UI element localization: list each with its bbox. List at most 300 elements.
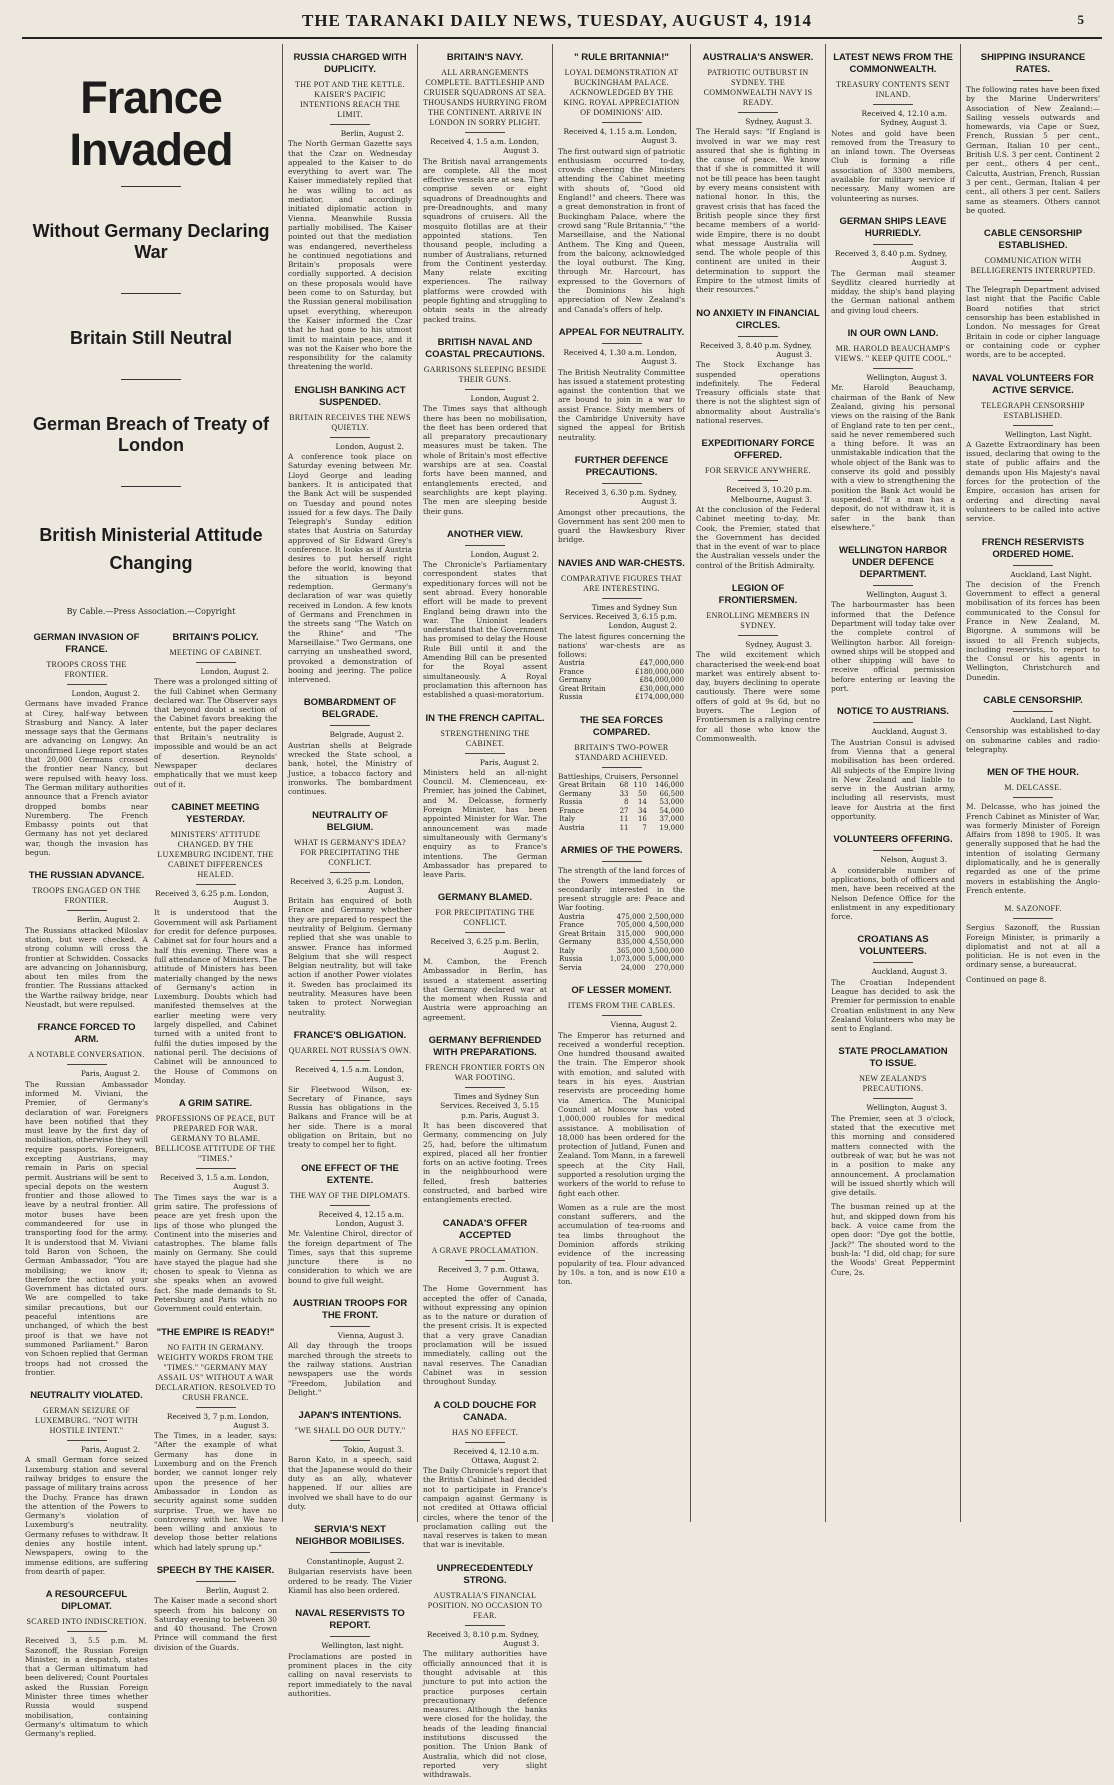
divider: [196, 1168, 236, 1169]
article: [25, 870, 148, 1014]
spacer: [423, 1205, 547, 1210]
divider: [121, 486, 181, 487]
article-subhead: ALL ARRANGEMENTS COMPLETE. BATTLESHIP AND CRUISER SQUADRONS AT SEA. THOUSANDS HURRYING FROM THE CONTINENT. ARRIVE IN LONDON IN SORRY PLIGHT.: [423, 68, 547, 127]
article-subhead: COMMUNICATION WITH BELLIGERENTS INTERRUPTED.: [970, 256, 1096, 276]
table-cell: Austria: [559, 912, 585, 921]
article-body: Battleships, Cruisers, Personnel: [558, 771, 679, 781]
article-body: Amongst other precautions, the Government has sent 200 men to guard the Hawkesbury River bridge.: [558, 507, 685, 545]
table-cell: 110: [633, 781, 647, 790]
divider: [602, 483, 642, 484]
spacer: [154, 789, 277, 794]
spacer: [25, 1739, 148, 1744]
article-dateline: Times and Sydney Sun Services. Received 3, 5.15 p.m. Paris, August 3.: [440, 1092, 539, 1120]
table-cell: 33: [619, 789, 629, 798]
article-headline: OF LESSER MOMENT.: [571, 985, 672, 997]
divider: [1013, 425, 1053, 426]
article-headline: CABLE CENSORSHIP ESTABLISHED.: [983, 228, 1083, 252]
article: [423, 529, 547, 705]
table-cell: 16: [637, 815, 647, 824]
masthead-rule: [22, 37, 1102, 39]
article: [558, 715, 685, 837]
article-body: The harbourmaster has been informed that the Defence Department will today take over the complete control of Wellington harbor. All foreign-owned ships will be stopped and other shipping will have to receive official permission before entering or leaving the port.: [831, 600, 955, 694]
article: [966, 767, 1100, 900]
divider: [465, 1442, 505, 1443]
article-headline: THE SEA FORCES COMPARED.: [579, 714, 664, 738]
article: [831, 545, 955, 698]
war-chests-table: [558, 659, 685, 702]
spacer: [696, 570, 820, 575]
article-headline: CROATIANS AS VOLUNTEERS.: [857, 934, 929, 958]
article-body: A considerable number of applications, both of officers and men, have been received at the Nelson Defence Office for the enlistment in any expeditionary force.: [831, 865, 955, 922]
article-body: Bulgarian reservists have been ordered to be ready. The Vizier Kiamil has also been ordered.: [288, 1567, 412, 1596]
article-headline: IN THE FRENCH CAPITAL.: [425, 712, 545, 724]
article-body: Sergius Sazonoff, the Russian Foreign Minister, is primarily a diplomatist and not at all a politician. He is not even in the ordinary sense, a bureaucrat.: [966, 923, 1100, 970]
table-cell: 27: [619, 806, 629, 815]
article-headline: RUSSIA CHARGED WITH DUPLICITY.: [293, 52, 407, 75]
divider: [330, 872, 370, 873]
spacer: [966, 754, 1100, 759]
divider: [330, 1205, 370, 1206]
article-body: The Times, in a leader, says: "After the example of what Germany has done in Luxemburg and on the French border, we cannot longer rely upon the presence of her Ambassador in London as security against some sudden surprise. True, we have no controversy with her. We have been willing and anxious to develop those better relations which had lately sprung up.": [154, 1431, 277, 1552]
article-dateline: Auckland, August 3.: [871, 967, 947, 977]
table-row: [558, 913, 685, 922]
divider: [1013, 711, 1053, 712]
article-body: Received 3, 5.5 p.m. M. Sazonoff, the Russian Foreign Minister, in a despatch, states that a German ultimatum had been delivered; Count Pourtales asked the Russian Foreign Minister three times whether Russia would suspend mobilisation, containing Germany's ultimatum to which Germany's replied.: [25, 1636, 148, 1739]
article-body: The wild excitement which characterised the week-end boat market was entirely absent to-day, buyers declining to operate cautiously. There were some offers of gold at 9s 6d, but no buyers. The Legion of Frontiersmen is a rallying centre for all those who know the Commonwealth.: [696, 650, 820, 743]
article-body: Mr. Valentine Chirol, director of the foreign department of The Times, says that this supreme juncture there is no consideration to which we are bound to give full weight.: [288, 1229, 412, 1285]
article-body: The British Neutrality Committee has issued a statement protesting against the contention that we are bound to join in a war to assist France. Sixty members of the Cambridge University have signed the appeal for British neutrality.: [558, 367, 685, 442]
divider: [465, 545, 505, 546]
article: [25, 1589, 148, 1743]
article-dateline: Received 3, 8.40 p.m. Sydney, August 3.: [834, 248, 947, 268]
article-body: Notes and gold have been removed from the Treasury to an inland town. The Overseas Club is forming a rifle association of 3300 members, available for military service if necessary. Many women are volunteering as nurses.: [831, 128, 955, 203]
article: [423, 1563, 547, 1785]
divider: [873, 368, 913, 369]
article: [966, 228, 1100, 364]
article-body: The busman reined up at the hut, and skipped down from his back. A voice came from the open door: "Dye got the bottle, Jack?" The shouted word to the bush-la: "I did, old chap; for sure the Woods' Great Peppermint Cure, 2s.: [831, 1202, 955, 1277]
divider: [465, 389, 505, 390]
article-dateline: Received 3, 6.25 p.m. Berlin, August 2.: [430, 937, 539, 956]
article-body: The Kaiser made a second short speech from his balcony on Saturday evening to between 30 and 40 thousand. The Crown Prince will command the first division of the Guards.: [154, 1596, 277, 1652]
article-subhead: COMPARATIVE FIGURES THAT ARE INTERESTING.: [561, 573, 682, 593]
table-cell: 54,000: [659, 806, 684, 815]
column-rule: [552, 44, 553, 1522]
article-body: The North German Gazette says that the Czar on Wednesday appealed to the Kaiser to do everything to avert war. The Kaiser immediately replied that he was willing to act as mediator, and accordingly initiated diplomatic action in Vienna. Meanwhile Russia partially mobilised. The Kaiser pointed out that the mediation was endangered, nevertheless he continued negotiations and Britain's proposals were cordially supported. A decision on these proposals would have been come to on Saturday, but the Russian general mobilisation upset everything, whereupon the Kaiser informed the Czar that he had gone to his utmost limit to maintain peace, and it was not the Kaiser who bore the responsibility for the calamity threatening the world.: [288, 139, 412, 372]
article-body: The latest figures concerning the nations' war-chests are as follows:: [558, 631, 685, 660]
spacer: [25, 857, 148, 862]
article-subhead: MINISTERS' ATTITUDE CHANGED. BY THE LUXEMBURG INCIDENT. THE CABINET DIFFERENCES HEALED.: [157, 829, 274, 879]
spacer: [966, 524, 1100, 529]
table-cell: 53,000: [659, 798, 684, 807]
column-rule: [282, 44, 283, 1522]
article: [558, 455, 685, 550]
article-subhead: THE WAY OF THE DIPLOMATS.: [289, 1190, 411, 1200]
article-headline: THE RUSSIAN ADVANCE.: [28, 870, 145, 882]
spacer: [154, 1085, 277, 1090]
table-cell: Russia: [559, 693, 583, 702]
article: [288, 810, 412, 1022]
article-dateline: Vienna, August 2.: [610, 1020, 677, 1030]
article-body: The Herald says: "If England is involved in war we may rest assured that she is fighting in the cause of peace. We know that if she is committed it will not be till peace has been taught by every means consistent with national honor. In this, the gravest crisis that has faced the British people since they first became members of a world-wide Empire, there is no doubt what message Australia will send. The whole people of this continent are united in their determination to support the Empire to the utmost limits of their resources.": [696, 127, 820, 295]
article-dateline: Received 3, 6.25 p.m. London, August 3.: [290, 876, 404, 895]
table-cell: France: [559, 667, 584, 676]
table-row: [558, 964, 685, 973]
article: [25, 1022, 148, 1382]
table-cell: Austria: [559, 659, 585, 668]
article: [966, 975, 1100, 989]
armies-table: [558, 913, 685, 973]
article-subhead: FRENCH FRONTIER FORTS ON WAR FOOTING.: [425, 1063, 545, 1083]
article-dateline: Received 3, 10.20 p.m. Melbourne, August 3.: [726, 485, 812, 504]
column-6: [828, 44, 958, 1522]
article: [423, 337, 547, 521]
spacer: [288, 797, 412, 802]
table-cell: 835,000: [616, 938, 646, 947]
article-body: Mr. Harold Beauchamp, chairman of the Bank of New Zealand, giving his personal views on the raising of the Bank of England rate to ten per cent., said he never remembered such a thing before. It was an unmistakable indication that the whole object of the Bank was to conserve its gold and possibly with a view to strengthening the position the Bank Act would be suspended. "If a man has a deposit, do not withdraw it, it is safer in the bank than elsewhere.": [831, 383, 955, 532]
column-1-left: [25, 624, 148, 1744]
spacer: [25, 1576, 148, 1581]
article-headline: FRANCE FORCED TO ARM.: [37, 1022, 136, 1046]
article-dateline: Received 4, 12.15 a.m. London, August 3.: [318, 1209, 404, 1228]
table-cell: 4,500,000: [648, 921, 684, 930]
article-body: Germans have invaded France at Cirey, half-way between Strasburg and Nancy. A later message says that the Germans are advancing on Longwy. An unconfirmed Liege report states that 20,000 Germans crossed the frontier near Nancy, but were repulsed with heavy loss. The German military authorities announce that a French aviator dropped bombs near Nuremberg. The French Embassy points out that Germany has not yet declared war, though the invasion has begun.: [25, 699, 148, 858]
spacer: [288, 1595, 412, 1600]
divider: [602, 1015, 642, 1016]
article-dateline: Auckland, Last Night.: [1010, 569, 1092, 579]
article-dateline: London, August 2.: [71, 689, 140, 698]
spacer: [966, 215, 1100, 220]
divider: [738, 112, 778, 113]
article-subhead: BRITAIN'S TWO-POWER STANDARD ACHIEVED.: [574, 742, 669, 762]
article: [288, 697, 412, 801]
column-2: [285, 44, 415, 1698]
article-dateline: Received 3, 7 p.m. London, August 3.: [166, 1411, 269, 1430]
article-subhead: ITEMS FROM THE CABLES.: [567, 1001, 676, 1011]
column-1-subcolumns: [25, 624, 277, 1744]
article-body: At the conclusion of the Federal Cabinet meeting to-day, Mr. Cook, the Premier, stated that the Government has decided that in the event of war to place the Australian vessels under the control of the British Admiralty.: [696, 504, 820, 570]
spacer: [966, 682, 1100, 687]
article-headline: EXPEDITIONARY FORCE OFFERED.: [701, 438, 815, 462]
article-headline: BRITISH NAVAL AND COASTAL PRECAUTIONS.: [425, 336, 545, 360]
article-headline: " RULE BRITANNIA!": [574, 52, 669, 63]
article-dateline: Wellington, Last Night.: [1005, 429, 1092, 439]
article-subhead: SCARED INTO INDISCRETION.: [26, 1617, 147, 1627]
article-subhead: PATRIOTIC OUTBURST IN SYDNEY. THE COMMONWEALTH NAVY IS READY.: [703, 68, 813, 107]
article-body: A small German force seized Luxemburg station and several railway bridges to ensure the passage of military trains across the Duchy. France has drawn the attention of the Powers to Germany's violation of Luxemburg's neutrality. Germany refuses to withdraw. It denies any hostile intent. Newspapers, owing to the immense editions, are suffering from dearth of paper.: [25, 1455, 148, 1576]
article-subhead: MEETING OF CABINET.: [169, 648, 262, 657]
article-dateline: Received 4, 1.5 a.m. London, August 3.: [295, 1064, 404, 1084]
table-row: [558, 807, 685, 816]
article-dateline: Sydney, August 3.: [745, 639, 812, 649]
article-headline: CABINET MEETING YESTERDAY.: [171, 801, 260, 825]
article-dateline: Received 3, 8.40 p.m. Sydney, August 3.: [699, 340, 812, 359]
spacer: [25, 1377, 148, 1382]
article-body: It has been discovered that Germany, commencing on July 25, had, before the ultimatum expired, placed all her frontier forts on an active footing. Trees in the neighbourhood were felled, fresh batteries constructed, and barbed wire entanglements erected.: [423, 1120, 547, 1205]
article-headline: FURTHER DEFENCE PRECAUTIONS.: [574, 454, 669, 478]
article: [558, 985, 685, 1203]
spacer: [831, 315, 955, 320]
table-cell: £47,000,000: [639, 659, 684, 668]
article: [696, 438, 820, 575]
table-row: [558, 824, 685, 833]
table-cell: Germany: [559, 789, 592, 798]
article-body: A conference took place on Saturday evening between Mr. Lloyd George and leading bankers. It is anticipated that the Bank Act will be suspended on Tuesday and pound notes issued for a few days. The Daily Telegraph's Sunday edition states that Austria on Saturday approved of Sir Edward Grey's conference. It looks as if Austria desires to put herself right before the world, knowing that the situation is beyond redemption. Germany's declaration of war was quietly received in London. A few knots of Germans and Frenchmen in the streets sang "The Watch on the Rhine" and "The Marseillaise." Two Germans, one carrying an unsheathed sword, provoked a demonstration of booing and jeering. The police intervened.: [288, 452, 412, 685]
article-dateline: Auckland, Last Night.: [1010, 716, 1092, 726]
article-body: M. Cambon, the French Ambassador in Berlin, has issued a statement asserting that Germany declared war at the moment when Russia and Austria were approaching an agreement.: [423, 957, 547, 1022]
article-subhead: LOYAL DEMONSTRATION AT BUCKINGHAM PALACE. ACKNOWLEDGED BY THE KING. ROYAL APPRECIATION OF DOMINIONS' AID.: [563, 68, 680, 117]
article: [966, 695, 1100, 759]
article-subhead: TROOPS CROSS THE FRONTIER.: [46, 660, 127, 679]
spacer: [966, 895, 1100, 900]
article-headline: CANADA'S OFFER ACCEPTED: [442, 1217, 528, 1241]
table-cell: Austria: [559, 823, 585, 832]
table-cell: 50: [637, 789, 647, 798]
article: [696, 308, 820, 431]
divider: [1013, 280, 1053, 281]
article: [831, 834, 955, 926]
divider: [873, 722, 913, 723]
deck-4: British Ministerial Attitude Changing: [39, 525, 263, 573]
spacer: [288, 1150, 412, 1155]
article-body: The Stock Exchange has suspended operations indefinitely. The Federal Treasury officials state that there is not the slightest sign of abnormality about Australia's national reserves.: [696, 360, 820, 426]
divider: [738, 480, 778, 481]
divider: [602, 598, 642, 599]
table-cell: 14: [637, 798, 647, 807]
article: [966, 537, 1100, 688]
article: [831, 1046, 955, 1202]
divider: [121, 293, 181, 294]
table-row: [558, 815, 685, 824]
article-subhead: STRENGTHENING THE CABINET.: [440, 728, 530, 748]
article-dateline: Times and Sydney Sun Services. Received 3, 6.15 p.m. London, August 2.: [559, 602, 677, 631]
column-3: [420, 44, 550, 1780]
article-body: The Telegraph Department advised last night that the Pacific Cable Board notifies that strict censorship has been established in London. No messages for Great Britain in code or cipher language or containing code or cypher words, are to be accepted.: [966, 285, 1100, 360]
article-dateline: Berlin, August 2.: [76, 915, 140, 925]
article-subhead: A NOTABLE CONVERSATION.: [28, 1050, 145, 1060]
article: [696, 52, 820, 300]
spacer: [154, 1552, 277, 1557]
spacer: [423, 516, 547, 521]
article-dateline: Received 3, 8.10 p.m. Sydney, August 3.: [426, 1629, 539, 1649]
main-headline: France Invaded: [69, 72, 233, 175]
article: [423, 713, 547, 885]
article-headline: FRENCH RESERVISTS ORDERED HOME.: [981, 536, 1085, 560]
table-cell: 900,000: [655, 929, 684, 938]
article-body: Continued on page 8.: [966, 974, 1047, 984]
spacer: [288, 1285, 412, 1290]
spacer: [423, 324, 547, 329]
spacer: [696, 295, 820, 300]
divider: [196, 1407, 236, 1408]
spacer: [423, 700, 547, 705]
article-subhead: QUARREL NOT RUSSIA'S OWN.: [288, 1045, 412, 1055]
column-7: [963, 44, 1103, 1522]
article: [154, 1098, 277, 1318]
article-body: The Daily Chronicle's report that the British Cabinet had decided not to participate in France's campaign against Germany is not credited at Ottawa official circles, where the tenor of the proclamation calling out the naval reserves is taken to mean that war is inevitable.: [423, 1466, 547, 1550]
divider: [121, 379, 181, 380]
article-subhead: AUSTRALIA'S FINANCIAL POSITION. NO OCCASION TO FEAR.: [427, 1590, 543, 1620]
column-1: [22, 44, 280, 1739]
article: [423, 1400, 547, 1555]
table-row: [558, 685, 685, 694]
spacer: [558, 545, 685, 550]
spacer: [558, 442, 685, 447]
article-dateline: Vienna, August 3.: [337, 1331, 404, 1341]
spacer: [154, 1652, 277, 1657]
article-headline: A RESOURCEFUL DIPLOMAT.: [45, 1589, 128, 1613]
article-body: Britain has enquired of both France and Germany whether they are prepared to respect the neutrality of Belgium. Germany replied that she was unable to answer. France has informed Belgium that she will respect Belgian neutrality, but will take action if another Power violates it. Sweden has proclaimed its neutrality. Measures have been taken to protect Norwegian neutrality.: [288, 896, 412, 1017]
table-row: [558, 790, 685, 799]
article-headline: CABLE CENSORSHIP.: [983, 695, 1083, 707]
article-headline: AUSTRALIA'S ANSWER.: [702, 52, 814, 63]
table-row: [558, 676, 685, 685]
article-subhead: GERMAN SEIZURE OF LUXEMBURG. "NOT WITH HOSTILE INTENT.": [35, 1406, 138, 1436]
article-dateline: Received 3, 6.30 p.m. Sydney, August 3.: [564, 487, 677, 507]
article-body: The following rates have been fixed by the Marine Underwriters' Association of New Zealand:—Sailing vessels outwards and homewards, via Cape or Suez, French, Russian 5 per cent., German, Italian 10 per cent., British U.S. 3 per cent. Continent 2 per cent., others 4 per cent., Calcutta, Austrian, French, Russian 3 per cent., German, Italian 4 per cent., all others 3 per cent. Sailers same as steamers. Others cannot be quoted.: [966, 85, 1100, 215]
article: [423, 1218, 547, 1392]
article-dateline: Received 4, 1.15 a.m. London, August 3.: [563, 127, 677, 146]
divider: [738, 336, 778, 337]
article-dateline: Received 3, 7 p.m. Ottawa, August 3.: [437, 1264, 539, 1283]
article-body: The Chronicle's Parliamentary correspondent states that expeditionary forces will not be sent abroad. Every honorable effort will be made to prevent England being drawn into the war. The Unionist leaders understand that the Government has promised to delay the House Rule Bill until it and the Amending Bill can be presented for the Royal assent simultaneously. A Royal proclamation this afternoon has established a quasi-moratorium.: [423, 560, 547, 700]
article-subhead: NEW ZEALAND'S PRECAUTIONS.: [859, 1074, 927, 1094]
article-dateline: London, August 2.: [335, 441, 404, 451]
article-body: Sir Fleetwood Wilson, ex-Secretary of Finance, says Russia has obligations in the Balkans and France will be at her side. There is a moral obligation on Britain, but no treaty to compel her to fight.: [288, 1084, 412, 1150]
spacer: [831, 532, 955, 537]
divider: [121, 186, 181, 187]
spacer: [423, 1550, 547, 1555]
article-subhead: PROFESSIONS OF PEACE, BUT PREPARED FOR WAR. GERMANY TO BLAME. BELLICOSE ATTITUDE OF THE "TIMES.": [155, 1114, 276, 1164]
spacer: [288, 684, 412, 689]
divider: [602, 122, 642, 123]
article: [696, 583, 820, 748]
divider: [330, 124, 370, 125]
article-headline: MEN OF THE HOUR.: [987, 767, 1079, 779]
article-headline: NAVAL RESERVISTS TO REPORT.: [295, 1608, 405, 1632]
spacer: [288, 1397, 412, 1402]
divider: [67, 910, 107, 911]
article: [558, 327, 685, 447]
divider: [1013, 918, 1053, 919]
article-body: The Home Government has accepted the offer of Canada, without expressing any opinion as to the nature or duration of the present crisis. It is expected that a very grave Canadian proclamation will be issued immediately, calling out the naval reserves. The Canadian Cabinet was in session throughout Sunday.: [423, 1284, 547, 1387]
table-cell: Italy: [559, 815, 575, 824]
spacer: [558, 972, 685, 977]
divider: [330, 1552, 370, 1553]
byline: By Cable.—Press Association.—Copyright: [66, 607, 236, 616]
table-cell: 315,000: [616, 929, 646, 938]
spacer: [558, 1287, 685, 1292]
sea-forces-table: [558, 781, 685, 832]
table-cell: 24,000: [620, 963, 646, 972]
article-subhead: FOR SERVICE ANYWHERE.: [705, 466, 811, 476]
table-cell: France: [559, 806, 584, 815]
article-dateline: Auckland, August 3.: [871, 727, 947, 737]
article-body: The Emperor has returned and received a wonderful reception. One hundred thousand awaited the train. The Emperor shook with emotion, and saluted with tears in his eyes. Austrian reservists are proceeding home via America. The Municipal Council at Moscow has voted 1,000,000 roubles for medical assistance. A mobilisation of 18,000 has been ordered for the protection of Jutland, Funen and Zealand. Tom Mann, in a farewell speech at the City Hall, supported a resolution urging the workers of the world to refuse to fight each other.: [558, 1030, 685, 1198]
divider: [1013, 797, 1053, 798]
table-cell: Great Britain: [559, 781, 606, 790]
table-cell: £180,000,000: [635, 667, 684, 676]
article: [966, 373, 1100, 529]
article-body: All day through the troops marched through the streets to the railway stations. Austrian newspapers use the words "Freedom, Jubilation and Delight.": [288, 1341, 412, 1397]
divider: [873, 585, 913, 586]
article-body: Ministers held an all-night Council. M. Clemenceau, ex-Premier, has joined the Cabinet, and M. Delcasse, formerly Foreign Minister, has been appointed Minister for War. The announcement was made simultaneously with Germany's enquiry as to France's intentions. The German Ambassador has prepared to leave Paris.: [423, 767, 547, 880]
spacer: [831, 1277, 955, 1282]
article-subhead: WHAT IS GERMANY'S IDEA? FOR PRECIPITATING THE CONFLICT.: [294, 837, 406, 867]
spacer: [288, 1698, 412, 1703]
article-body: The Russian Ambassador informed M. Viviani, the Premier, of Germany's declaration of war. Foreigners have been notified that they must leave by the first day of mobilisation, otherwise they will require passports. Foreigners, excepting Austrians, may remain in Paris on special permit. Austrians will be sent to special depots on the western frontier and those allowed to leave by a neutral frontier. All motor buses have been commandeered for use in transporting food for the army. It is understood that M. Viviani told Baron von Schoen, the German Ambassador, "You are mobilising; we know it; therefore the action of your Government has dictated ours. We are compelled to take similar precautions, but our peaceful intentions are unchanged, of which the best proof is that we have not summoned Parliament." Baron von Schoen replied that German troops had not crossed the frontier.: [25, 1079, 148, 1377]
article-body: Austrian shells at Belgrade wrecked the State school, a bank, hotel, the Ministry of Justice, a tobacco factory and ironworks. The bombardment continues.: [288, 740, 412, 797]
article-headline: WELLINGTON HARBOR UNDER DEFENCE DEPARTMENT.: [838, 545, 947, 581]
spacer: [831, 921, 955, 926]
article-headline: LEGION OF FRONTIERSMEN.: [718, 582, 798, 606]
article-headline: NEUTRALITY VIOLATED.: [30, 1390, 143, 1402]
article-subhead: HAS NO EFFECT.: [451, 1427, 519, 1437]
table-row: [558, 947, 685, 956]
article-headline: IN OUR OWN LAND.: [847, 328, 939, 340]
article-dateline: Nelson, August 3.: [880, 855, 947, 865]
spacer: [423, 1022, 547, 1027]
article-dateline: Received 4, 1.30 a.m. London, August 3.: [563, 347, 677, 367]
article: [831, 328, 955, 537]
article-body: The military authorities have officially announced that it is thought advisable at this juncture to put into action the practice purposes certain precautionary defence measures. Although the banks were closed for the holiday, the heads of the leading financial institutions discussed the position. The Union Bank of Australia, which did not close, reported very slight withdrawals.: [423, 1649, 547, 1780]
spacer: [558, 702, 685, 707]
spacer: [423, 1387, 547, 1392]
article-headline: A GRIM SATIRE.: [178, 1098, 253, 1110]
column-rule: [690, 44, 691, 1522]
article: [288, 1524, 412, 1600]
table-row: [558, 930, 685, 939]
table-row: [558, 955, 685, 964]
divider: [1013, 565, 1053, 566]
divider: [330, 1060, 370, 1061]
article-dateline: Received 3, 1.5 a.m. London, August 3.: [160, 1173, 269, 1192]
table-cell: 19,000: [659, 823, 684, 832]
article-dateline: Paris, August 2.: [80, 1069, 140, 1079]
divider: [873, 850, 913, 851]
divider: [330, 1636, 370, 1637]
table-cell: 68: [619, 781, 629, 790]
article: [966, 52, 1100, 220]
table-cell: 66,500: [659, 789, 684, 798]
article: [831, 52, 955, 208]
article-subhead: GARRISONS SLEEPING BESIDE THEIR GUNS.: [423, 364, 547, 384]
divider: [1013, 80, 1053, 81]
article-dateline: Received 3, 6.25 p.m. London, August 3.: [155, 888, 269, 908]
article-body: The Croatian Independent League has decided to ask the Premier for permission to enable Croatian enlistment in any New Zealand Volunteers who may be sent to England.: [831, 977, 955, 1034]
article-headline: NAVIES AND WAR-CHESTS.: [558, 557, 685, 569]
article-dateline: Received 4, 12.10 a.m. Sydney, August 3.: [861, 109, 947, 128]
article-headline: ANOTHER VIEW.: [446, 528, 523, 540]
table-cell: 8: [624, 798, 629, 807]
table-row: [558, 938, 685, 947]
article-subhead: "WE SHALL DO OUR DUTY.": [294, 1426, 406, 1436]
article-subhead: M. DELCASSE.: [1004, 783, 1062, 793]
divider: [196, 1581, 236, 1582]
article-body: A Gazette Extraordinary has been issued, declaring that owing to the state of public affairs and the demands upon His Majesty's naval forces for the protection of the Empire, occasion has arisen for ordering and directing naval volunteers to be called into active service.: [966, 439, 1100, 524]
article: [423, 1035, 547, 1210]
divider: [873, 244, 913, 245]
divider: [330, 1440, 370, 1441]
divider: [196, 662, 236, 663]
article-body: M. Delcasse, who has joined the French Cabinet as Minister of War, was formerly Minister of Foreign Affairs from 1898 to 1905. It was generally supposed that he had the intention of isolating Germany diplomatically, and he is generally regarded as one of the prime movers in establishing the Anglo-French entente.: [966, 802, 1100, 895]
article: [288, 385, 412, 690]
divider: [330, 437, 370, 438]
spacer: [966, 984, 1100, 989]
article-headline: ENGLISH BANKING ACT SUSPENDED.: [294, 384, 406, 408]
table-cell: Great Britain: [559, 929, 606, 938]
table-cell: 37,000: [659, 815, 684, 824]
article-dateline: Berlin, August 2.: [340, 129, 404, 138]
